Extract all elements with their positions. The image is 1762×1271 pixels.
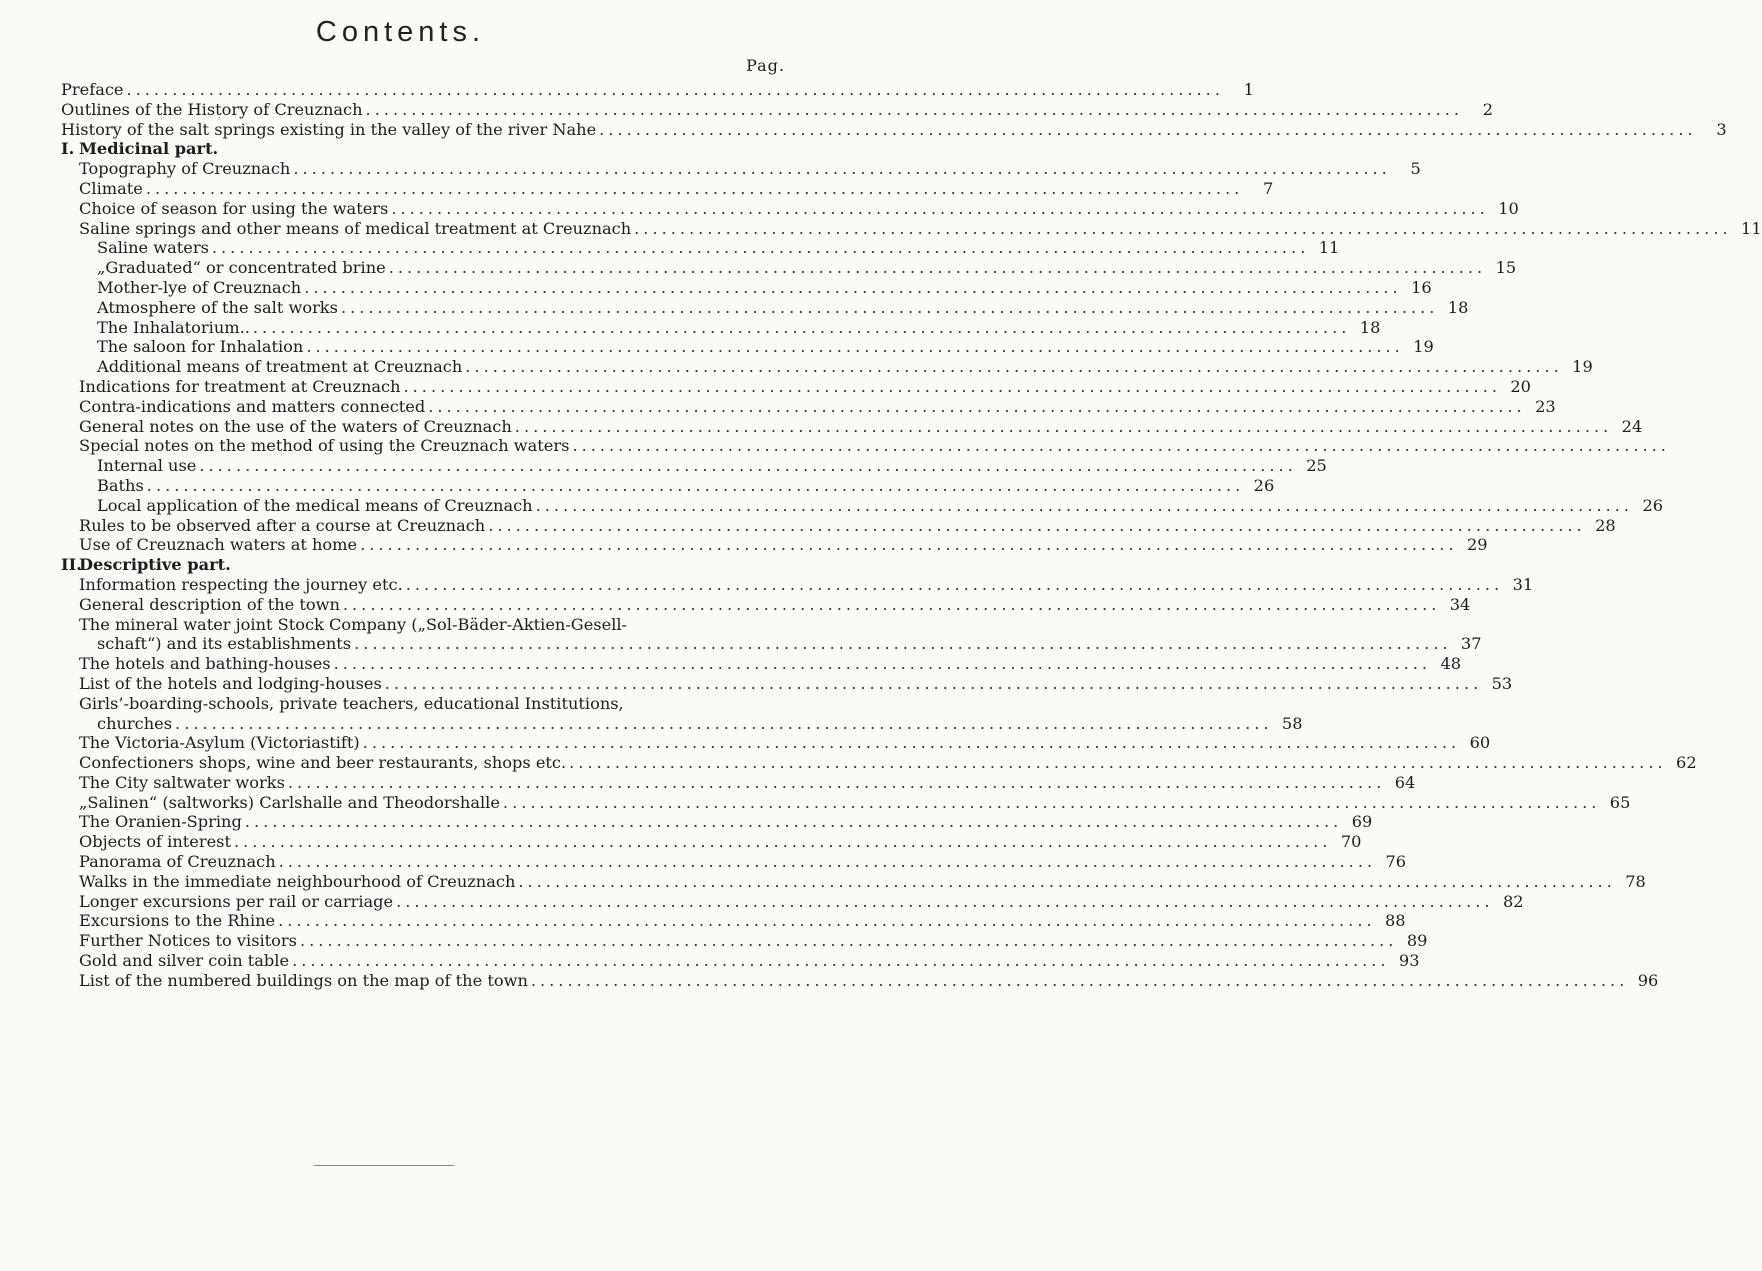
toc-entry-page: 24 — [1621, 416, 1643, 436]
toc-entry-page: 64 — [1394, 772, 1416, 792]
toc-entry-page: 53 — [1491, 673, 1513, 693]
toc-entry-label: Preface — [61, 80, 124, 99]
closing-rule — [314, 1165, 454, 1166]
dot-leader: ........................................................................................................................ — [278, 911, 1376, 931]
toc-entry-page: 78 — [1625, 871, 1646, 891]
page-column-label: Pag. — [746, 56, 785, 75]
toc-entry — [61, 475, 1275, 496]
toc-entry-label: Saline springs and other means of medical treatment at Creuznach — [79, 218, 632, 238]
toc-entry-label: Outlines of the History of Creuznach — [61, 99, 363, 119]
toc-entry — [61, 218, 1762, 239]
toc-entry-page: 25 — [1306, 456, 1327, 476]
toc-entry-label: The saloon for Inhalation — [97, 337, 304, 357]
toc-entry — [61, 871, 1646, 892]
dot-leader: ........................................................................................................................ — [333, 654, 1432, 674]
toc-entry-page: 88 — [1385, 911, 1406, 931]
toc-entry — [61, 495, 1664, 516]
toc-entry — [61, 317, 1381, 338]
page-title: Contents. — [315, 16, 486, 48]
toc-entry-label: Internal use — [97, 456, 197, 476]
toc-entry-page: 70 — [1340, 832, 1362, 852]
toc-entry-label: Confectioners shops, wine and beer restaurants, shops etc. — [79, 753, 567, 773]
toc-entry — [61, 436, 1670, 456]
toc-entry-page: 93 — [1398, 951, 1420, 971]
dot-leader: ........................................................................................................................ — [304, 277, 1402, 297]
toc-entry-page: 19 — [1413, 337, 1434, 357]
toc-entry-label: „Salinen“ (saltworks) Carlshalle and Theodorshalle — [79, 792, 500, 812]
dot-leader: ........................................................................................................................ — [340, 297, 1439, 317]
toc-entry-label: Contra-indications and matters connected — [79, 396, 426, 416]
toc-entry-label: History of the salt springs existing in the valley of the river Nahe — [61, 119, 597, 139]
toc-entry-page: 3 — [1716, 119, 1727, 139]
toc-entry — [61, 792, 1631, 813]
toc-entry — [61, 891, 1524, 912]
toc-entry — [61, 277, 1432, 298]
dot-leader: ........................................................................................................................ — [518, 871, 1616, 891]
toc-entry-label: Baths — [97, 475, 144, 495]
toc-entry-page: 19 — [1572, 357, 1593, 377]
toc-entry — [61, 772, 1416, 793]
dot-leader: ........................................................................................................................ — [306, 337, 1404, 357]
toc-entry-label: The Inhalatorium.. — [97, 317, 250, 337]
toc-entry-page: 48 — [1440, 654, 1462, 674]
dot-leader: ........................................................................................................................ — [391, 198, 1489, 218]
toc-entry — [61, 456, 1327, 476]
toc-entry — [61, 951, 1420, 971]
dot-leader: ........................................................................................................................ — [572, 436, 1670, 456]
toc-entry — [61, 159, 1421, 179]
toc-entry — [61, 357, 1593, 377]
dot-leader: ........................................................................................................................ — [360, 535, 1458, 555]
dot-leader: ........................................................................................................................ — [530, 970, 1629, 990]
toc-section-heading — [61, 139, 796, 159]
toc-entry-page: 11 — [1741, 218, 1762, 238]
dot-leader: ........................................................................................................................ — [388, 258, 1487, 278]
toc-entry-page: 16 — [1411, 277, 1432, 297]
toc-entry-page: 58 — [1281, 713, 1303, 733]
toc-entry-label: Objects of interest — [79, 832, 231, 852]
dot-leader: ........................................................................................................................ — [211, 238, 1310, 258]
dot-leader: ........................................................................................................................ — [362, 733, 1461, 753]
dot-leader: ........................................................................................................................ — [514, 416, 1613, 436]
toc-entry-page: 11 — [1318, 238, 1340, 258]
toc-entry-page: 34 — [1449, 594, 1471, 614]
toc-entry-label: Topography of Creuznach — [79, 159, 291, 179]
dot-leader: ........................................................................................................................ — [299, 931, 1398, 951]
toc-entry-page: 23 — [1535, 396, 1556, 416]
toc-entry-page: 82 — [1502, 891, 1524, 911]
toc-entry-label: Further Notices to visitors — [79, 931, 297, 951]
toc-entry-label: Additional means of treatment at Creuznach — [97, 357, 463, 377]
toc-entry-label: The Oranien-Spring — [79, 812, 242, 832]
toc-entry-label: Special notes on the method of using the Creuznach waters — [79, 436, 570, 456]
toc-entry — [61, 852, 1407, 872]
toc-entry — [61, 594, 1471, 615]
toc-entry — [61, 99, 1494, 120]
toc-entry-page: 5 — [1410, 159, 1421, 179]
toc-entry — [61, 376, 1531, 397]
toc-entry-label: Local application of the medical means of Creuznach — [97, 495, 533, 515]
toc-entry — [61, 535, 1488, 555]
toc-entry-label: Panorama of Creuznach — [79, 852, 276, 872]
toc-entry — [61, 515, 1616, 536]
section-number: I. — [61, 139, 75, 159]
toc-entry-page: 96 — [1637, 970, 1659, 990]
toc-entry-label: Saline waters — [97, 238, 209, 258]
toc-entry — [61, 238, 1340, 258]
toc-entry-page: 26 — [1642, 495, 1664, 515]
toc-entry — [61, 832, 1362, 852]
dot-leader: ........................................................................................................................ — [175, 713, 1273, 733]
dot-leader: ........................................................................................................................ — [145, 178, 1244, 198]
dot-leader: ........................................................................................................................ — [244, 812, 1343, 832]
dot-leader: ........................................................................................................................ — [396, 891, 1494, 911]
toc-entry — [61, 258, 1517, 278]
toc-entry-label: Medicinal part. — [79, 139, 219, 159]
toc-entry — [61, 297, 1469, 318]
toc-entry — [61, 119, 1727, 140]
dot-leader: ........................................................................................................................ — [403, 376, 1501, 396]
table-of-contents — [61, 80, 1762, 991]
toc-entry — [61, 713, 1303, 734]
toc-entry-label: Excursions to the Rhine — [79, 911, 276, 931]
toc-entry-page: 76 — [1385, 852, 1407, 872]
dot-leader: ........................................................................................................................ — [488, 515, 1586, 535]
dot-leader: ........................................................................................................................ — [365, 99, 1464, 119]
toc-entry-page: 2 — [1482, 99, 1494, 119]
dot-leader: ........................................................................................................................ — [428, 396, 1526, 416]
toc-entry — [61, 931, 1428, 951]
toc-entry-label: Rules to be observed after a course at Creuznach — [79, 515, 486, 535]
dot-leader: ........................................................................................................................ — [569, 753, 1667, 773]
toc-entry-page: 26 — [1253, 475, 1275, 495]
dot-leader: ........................................................................................................................ — [405, 574, 1504, 594]
toc-entry-label: Walks in the immediate neighbourhood of Creuznach — [79, 871, 516, 891]
toc-entry-page: 10 — [1498, 198, 1519, 218]
dot-leader: ........................................................................................................................ — [384, 673, 1483, 693]
dot-leader: ........................................................................................................................ — [278, 852, 1377, 872]
toc-entry — [61, 694, 796, 714]
toc-entry-page: 18 — [1359, 317, 1381, 337]
toc-entry — [61, 970, 1659, 991]
toc-entry-label: „Graduated“ or concentrated brine — [97, 258, 386, 278]
toc-entry-page: 89 — [1406, 931, 1428, 951]
section-number: II. — [61, 555, 82, 575]
toc-entry-page: 1 — [1243, 80, 1254, 99]
toc-entry-page: 7 — [1262, 178, 1274, 198]
toc-entry — [61, 634, 1482, 654]
dot-leader: ........................................................................................................................ — [292, 951, 1390, 971]
toc-entry — [61, 416, 1643, 437]
toc-entry-label: General description of the town — [79, 594, 340, 614]
toc-entry-page: 28 — [1595, 515, 1616, 535]
toc-entry-label: Girls’-boarding-schools, private teachers, educational Institutions, — [79, 693, 624, 713]
dot-leader: ........................................................................................................................ — [342, 594, 1441, 614]
toc-entry-label: The hotels and bathing-houses — [79, 654, 331, 674]
toc-entry-page: 65 — [1609, 792, 1631, 812]
toc-entry — [61, 178, 1274, 199]
toc-entry-page: 31 — [1512, 574, 1534, 594]
toc-entry-label: List of the numbered buildings on the map of the town — [79, 970, 528, 990]
toc-entry-label: Longer excursions per rail or carriage — [79, 891, 394, 911]
toc-entry-label: Mother-lye of Creuznach — [97, 277, 302, 297]
toc-entry — [61, 198, 1519, 219]
toc-entry-label: The City saltwater works — [79, 772, 285, 792]
toc-entry-page: 20 — [1510, 376, 1531, 396]
toc-entry — [61, 396, 1556, 417]
toc-entry-label: Gold and silver coin table — [79, 951, 290, 971]
dot-leader: ........................................................................................................................ — [502, 792, 1601, 812]
dot-leader: ........................................................................................................................ — [599, 119, 1697, 139]
toc-entry — [61, 911, 1406, 931]
toc-section-heading — [61, 555, 796, 575]
toc-entry — [61, 733, 1491, 753]
toc-entry — [61, 80, 1254, 100]
toc-entry-label: Atmosphere of the salt works — [97, 297, 338, 317]
toc-entry-label: Information respecting the journey etc. — [79, 574, 403, 594]
toc-entry-label: Climate — [79, 178, 143, 198]
toc-entry-page: 37 — [1460, 634, 1482, 654]
toc-entry-label: schaft“) and its establishments — [97, 634, 352, 654]
toc-entry-label: Choice of season for using the waters — [79, 198, 389, 218]
dot-leader: ........................................................................................................................ — [293, 159, 1391, 179]
toc-entry-label: Use of Creuznach waters at home — [79, 535, 358, 555]
dot-leader: ........................................................................................................................ — [465, 357, 1563, 377]
toc-entry-page: 15 — [1495, 258, 1517, 278]
toc-entry-label: The mineral water joint Stock Company („Sol-Bäder-Aktien-Gesell- — [79, 614, 628, 634]
toc-entry-page: 18 — [1447, 297, 1469, 317]
toc-entry — [61, 753, 1697, 773]
toc-entry — [61, 615, 796, 635]
toc-entry — [61, 574, 1534, 595]
toc-entry-label: General notes on the use of the waters of Creuznach — [79, 416, 512, 436]
dot-leader: ........................................................................................................................ — [233, 832, 1332, 852]
toc-entry-label: Descriptive part. — [79, 555, 231, 575]
dot-leader: ........................................................................................................................ — [146, 475, 1245, 495]
toc-entry-page: 69 — [1351, 812, 1373, 832]
toc-entry-label: List of the hotels and lodging-houses — [79, 673, 382, 693]
dot-leader: ........................................................................................................................ — [354, 634, 1452, 654]
dot-leader: ........................................................................................................................ — [287, 772, 1386, 792]
toc-entry-page: 60 — [1469, 733, 1491, 753]
toc-entry-label: Indications for treatment at Creuznach — [79, 376, 401, 396]
toc-entry-label: The Victoria-Asylum (Victoriastift) — [79, 733, 360, 753]
toc-entry-label: churches — [97, 713, 173, 733]
toc-entry — [61, 654, 1462, 674]
toc-entry-page: 62 — [1676, 753, 1697, 773]
toc-entry — [61, 673, 1513, 694]
toc-entry — [61, 812, 1373, 832]
dot-leader: ........................................................................................................................ — [634, 218, 1732, 238]
toc-entry-page: 29 — [1466, 535, 1488, 555]
dot-leader: ........................................................................................................................ — [199, 456, 1297, 476]
toc-entry — [61, 337, 1434, 357]
dot-leader: ........................................................................................................................ — [126, 80, 1224, 99]
dot-leader: ........................................................................................................................ — [252, 317, 1351, 337]
dot-leader: ........................................................................................................................ — [535, 495, 1634, 515]
